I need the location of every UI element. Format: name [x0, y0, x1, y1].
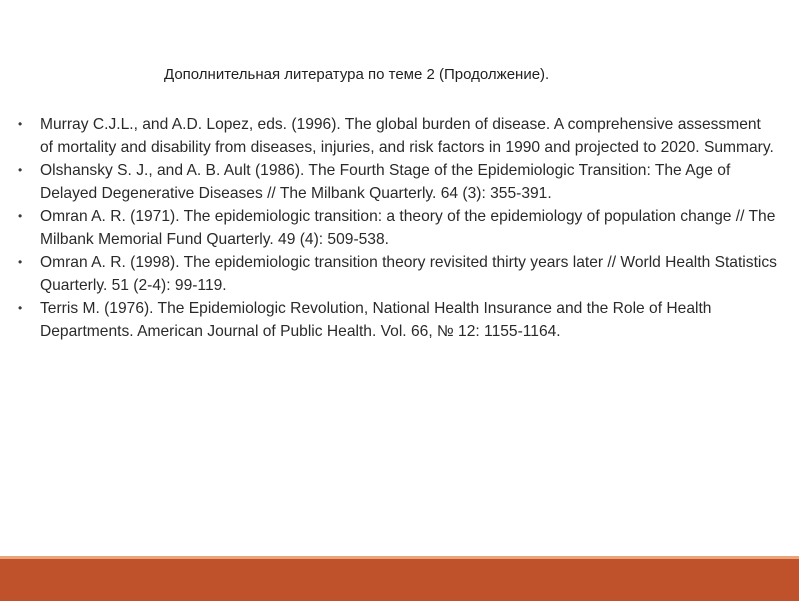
- reference-text: Omran A. R. (1998). The epidemiologic transition theory revisited thirty years later // World Health Statistics Quarterly. 51 (2-4): 99-119.: [40, 254, 777, 294]
- reference-list: [18, 113, 778, 343]
- bullet-icon: •: [18, 301, 23, 315]
- reference-item: [18, 113, 778, 159]
- slide-title: Дополнительная литература по теме 2 (Продолжение).: [164, 66, 550, 83]
- reference-item: [18, 205, 778, 251]
- bullet-icon: •: [18, 117, 23, 131]
- reference-text: Omran A. R. (1971). The epidemiologic transition: a theory of the epidemiology of population change // The Milbank Memorial Fund Quarterly. 49 (4): 509-538.: [40, 208, 776, 248]
- bullet-icon: •: [18, 163, 23, 177]
- reference-text: Murray C.J.L., and A.D. Lopez, eds. (1996). The global burden of disease. A comprehensive assessment of mortality and disability from diseases, injuries, and risk factors in 1990 and projected to 2020. Summary.: [40, 116, 774, 156]
- bullet-icon: •: [18, 255, 23, 269]
- reference-item: [18, 159, 778, 205]
- footer-band: [0, 556, 799, 601]
- bullet-icon: •: [18, 209, 23, 223]
- reference-text: Olshansky S. J., and A. B. Ault (1986). The Fourth Stage of the Epidemiologic Transition: The Age of Delayed Degenerative Diseases // The Milbank Quarterly. 64 (3): 355-391.: [40, 162, 731, 202]
- reference-text: Terris M. (1976). The Epidemiologic Revolution, National Health Insurance and the Role of Health Departments. American Journal of Public Health. Vol. 66, № 12: 1155-1164.: [40, 300, 712, 340]
- reference-item: [18, 297, 778, 343]
- reference-item: [18, 251, 778, 297]
